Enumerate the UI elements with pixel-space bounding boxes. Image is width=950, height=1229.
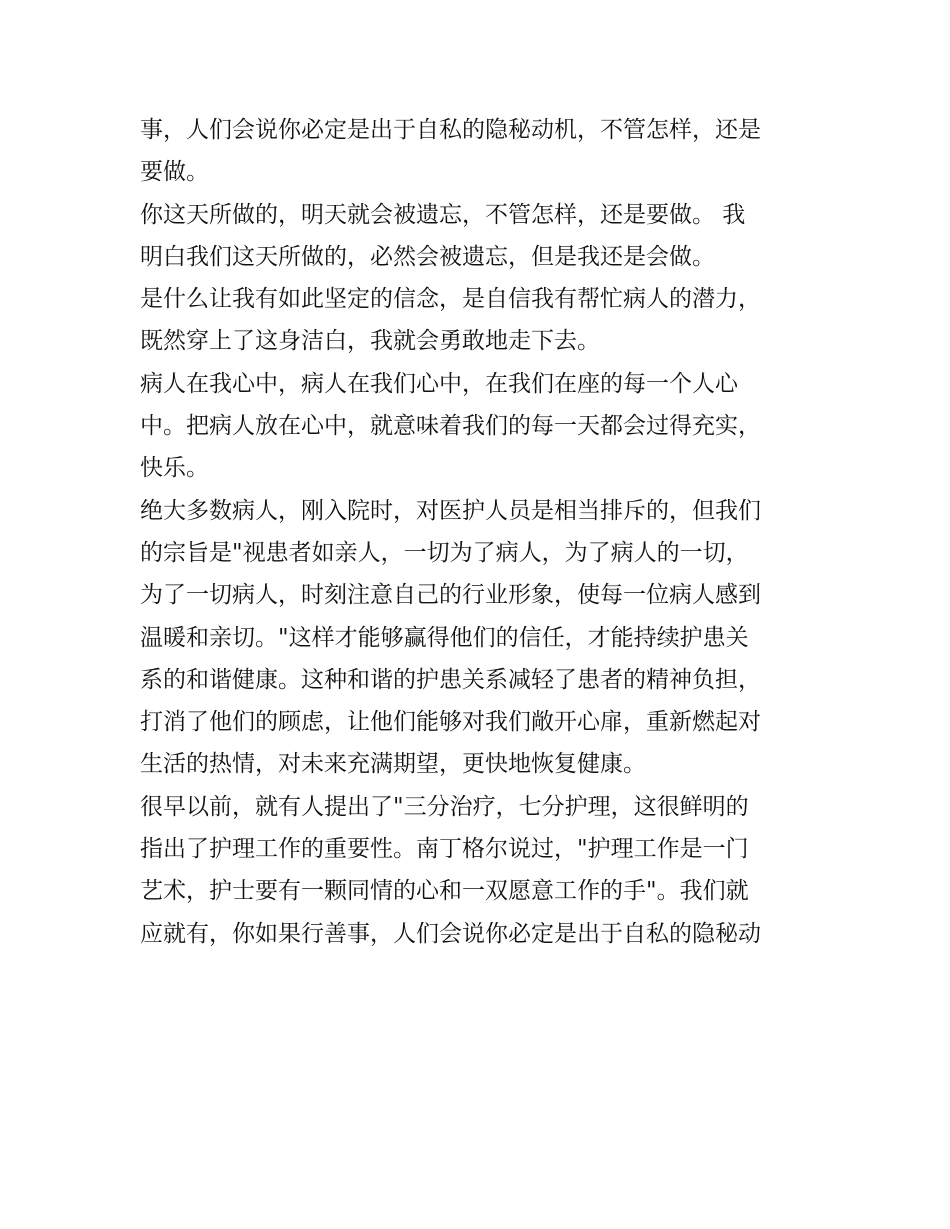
- document-body: [140, 109, 820, 955]
- text-line: 为了一切病人，时刻注意自己的行业形象，使每一位病人感到: [140, 582, 761, 609]
- text-line: 指出了护理工作的重要性。南丁格尔说过，"护理工作是一门: [140, 836, 749, 863]
- text-line: 绝大多数病人，刚入院时，对医护人员是相当排斥的，但我们: [140, 497, 761, 524]
- text-line: 生活的热情，对未来充满期望，更快地恢复健康。: [140, 751, 646, 778]
- text-line: 系的和谐健康。这种和谐的护患关系减轻了患者的精神负担，: [140, 666, 761, 693]
- text-line: 是什么让我有如此坚定的信念，是自信我有帮忙病人的潜力，: [140, 286, 761, 313]
- text-line: 温暖和亲切。"这样才能够赢得他们的信任，才能持续护患关: [140, 624, 749, 651]
- text-line: 要做。: [140, 159, 209, 186]
- text-line: 应就有，你如果行善事，人们会说你必定是出于自私的隐秘动: [140, 920, 761, 947]
- text-line: 病人在我心中，病人在我们心中，在我们在座的每一个人心: [140, 370, 738, 397]
- text-line: 明白我们这天所做的，必然会被遗忘，但是我还是会做。: [140, 243, 715, 270]
- text-line: 很早以前，就有人提出了"三分治疗，七分护理，这很鲜明的: [140, 793, 749, 820]
- text-line: 事，人们会说你必定是出于自私的隐秘动机，不管怎样，还是: [140, 117, 761, 143]
- text-line: 中。把病人放在心中，就意味着我们的每一天都会过得充实，: [140, 413, 761, 440]
- text-line: 快乐。: [140, 455, 209, 482]
- text-line: 既然穿上了这身洁白，我就会勇敢地走下去。: [140, 328, 600, 355]
- text-line: 你这天所做的，明天就会被遗忘，不管怎样，还是要做。 我: [140, 201, 746, 228]
- text-line: 艺术，护士要有一颗同情的心和一双愿意工作的手"。我们就: [140, 878, 749, 905]
- text-line: 打消了他们的顾虑，让他们能够对我们敞开心扉，重新燃起对: [140, 709, 761, 736]
- text-line: 的宗旨是"视患者如亲人，一切为了病人，为了病人的一切，: [140, 539, 749, 566]
